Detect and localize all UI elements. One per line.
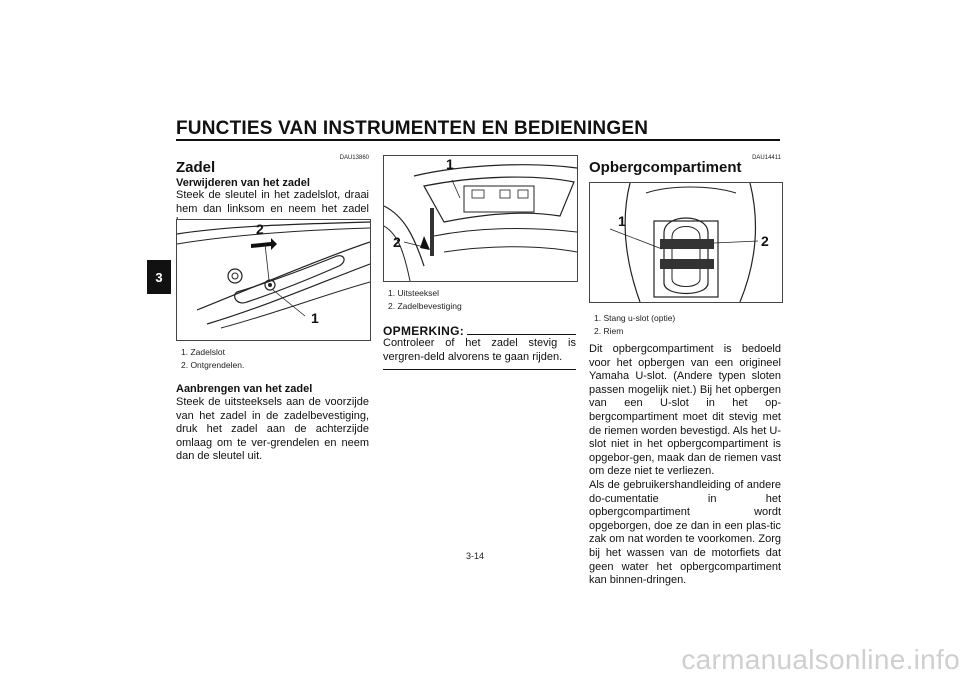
- figure-callout-1: 1: [446, 156, 454, 172]
- storage-description: [589, 343, 781, 588]
- seat-mount-illustration: [384, 156, 577, 281]
- remove-instructions: Steek de sleutel in het zadelslot, draai hem dan linksom en neem het zadel: [176, 189, 369, 215]
- note-title-rule: [467, 334, 576, 335]
- note-title: OPMERKING:: [383, 324, 464, 338]
- caption-item: 1. Zadelslot: [181, 347, 225, 357]
- caption-item: 2. Riem: [594, 325, 624, 336]
- caption-item: 2. Zadelbevestiging: [388, 300, 462, 311]
- figure-callout-2: 2: [393, 234, 401, 250]
- header-rule: [176, 139, 780, 141]
- storage-compartment-illustration: [590, 183, 782, 302]
- figure-caption-list: [388, 287, 462, 312]
- figure-callout-2: 2: [256, 221, 264, 237]
- figure-caption-list: [181, 346, 244, 371]
- section-title-opbergcompartiment: Opbergcompartiment: [589, 159, 742, 176]
- figure-callout-2: 2: [761, 233, 769, 249]
- figure-caption-list: [594, 312, 675, 337]
- chapter-tab: 3: [147, 260, 171, 294]
- site-watermark: carmanualsonline.info: [681, 644, 960, 675]
- section-code: DAU13860: [339, 155, 369, 161]
- figure-storage-compartment: [589, 182, 783, 303]
- figure-seat-mount: [383, 155, 578, 282]
- storage-paragraph-2: Als de gebruikershandleiding of andere do-cumentatie in het opbergcompartiment wordt opgeborgen, doe ze dan in een plas-tic zak om nat worden te voorkomen. Zorg bij het wassen van de motorfiets dat geen water het opbergcompartiment kan binnen-dringen.: [589, 478, 781, 587]
- subsection-title-install: Aanbrengen van het zadel: [176, 383, 313, 395]
- figure-callout-1: 1: [618, 213, 626, 229]
- figure-callout-1: 1: [311, 310, 319, 326]
- subsection-title-remove: Verwijderen van het zadel: [176, 177, 310, 189]
- seat-lock-illustration: [177, 220, 370, 340]
- install-instructions: Steek de uitsteeksels aan de voorzijde van het zadel in de zadelbevestiging, druk het zadel aan de achterzijde omlaag om te ver-grendelen en neem dan de sleutel uit.: [176, 396, 369, 463]
- storage-paragraph-1: Dit opbergcompartiment is bedoeld voor het opbergen van een origineel Yamaha U-slot. (Andere typen sloten passen mogelijk niet.) Bij het opbergen van een U-slot in het op-bergcompartiment moet dit stevig met de riemen worden bevestigd. Als het U-slot niet in het opbergcompartiment is opgebor-gen, maak dan de riemen vast om deze niet te verliezen.: [589, 343, 782, 478]
- note-text: Controleer of het zadel stevig is vergren-deld alvorens te gaan rijden.: [383, 337, 576, 363]
- note-end-rule: [383, 369, 576, 370]
- page-number: 3-14: [466, 551, 485, 561]
- section-code: DAU14411: [752, 155, 781, 161]
- figure-seat-lock: [176, 219, 371, 341]
- page-header-title: FUNCTIES VAN INSTRUMENTEN EN BEDIENINGEN: [176, 118, 649, 139]
- caption-item: 1. Uitsteeksel: [388, 288, 440, 298]
- caption-item: 2. Ontgrendelen.: [181, 359, 245, 370]
- section-title-zadel: Zadel: [176, 159, 216, 176]
- caption-item: 1. Stang u-slot (optie): [594, 313, 676, 323]
